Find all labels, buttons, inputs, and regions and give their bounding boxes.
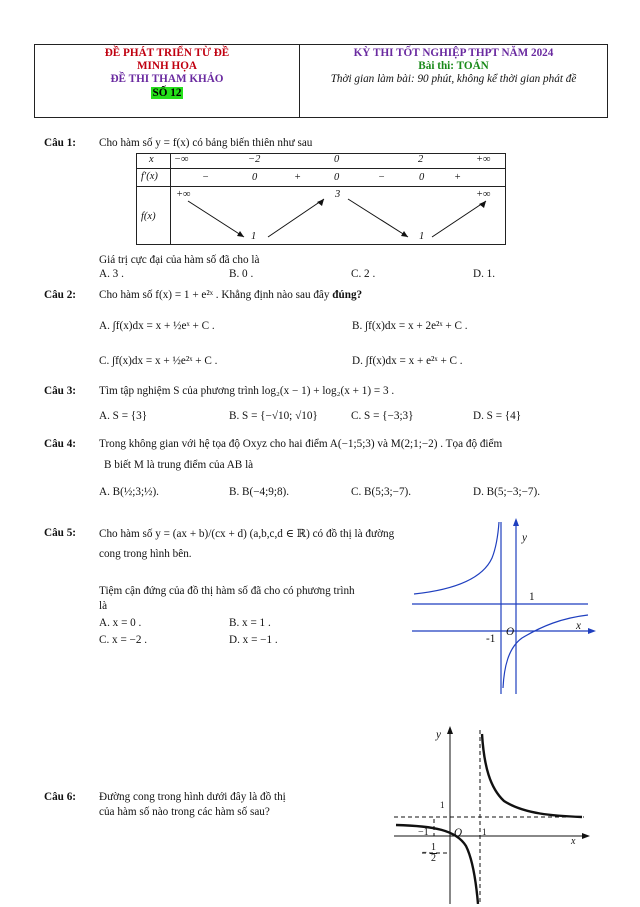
q2-option-c[interactable]: C. ∫f(x)dx = x + ½e²ˣ + C . xyxy=(99,355,218,367)
q4-stem-line1: Trong không gian với hệ tọa độ Oxyz cho hai điểm A(−1;5;3) và M(2;1;−2) . Tọa độ điểm xyxy=(99,438,503,450)
sign-6: 0 xyxy=(419,172,425,183)
q5-ask-line2: là xyxy=(99,600,108,612)
q6-half-numerator: 1 xyxy=(431,842,436,853)
q5-graph xyxy=(412,518,596,694)
q4-option-a[interactable]: A. B(½;3;½). xyxy=(99,486,159,498)
q3-option-c[interactable]: C. S = {−3;3} xyxy=(351,410,414,422)
q5-option-b[interactable]: B. x = 1 . xyxy=(229,617,271,629)
sign-7: + xyxy=(454,172,462,183)
q1-option-c[interactable]: C. 2 . xyxy=(351,268,376,280)
header-right-line3: Thời gian làm bài: 90 phút, không kể thời gian phát đề xyxy=(330,73,577,85)
q5-option-c[interactable]: C. x = −2 . xyxy=(99,634,148,646)
q5-stem-line1: Cho hàm số y = (ax + b)/(cx + d) (a,b,c,d ∈ ℝ) có đồ thị là đường xyxy=(99,528,395,540)
q6-one-x-label: 1 xyxy=(482,827,487,837)
f-value-4: 1 xyxy=(419,231,425,242)
q1-variation-table xyxy=(136,153,506,245)
sign-1: − xyxy=(202,172,210,183)
q6-minus-one-label: −1 xyxy=(418,827,429,838)
q3-stem: Tìm tập nghiệm S của phương trình log₂(x − 1) + log₂(x + 1) = 3 . xyxy=(99,385,395,397)
q4-label: Câu 4: xyxy=(44,438,77,450)
row-x-label: x xyxy=(149,154,154,165)
q6-stem-line2: của hàm số nào trong các hàm số sau? xyxy=(99,806,270,818)
q6-graph xyxy=(394,726,594,904)
q2-label: Câu 2: xyxy=(44,289,77,301)
header-left-line3: ĐỀ THI THAM KHẢO xyxy=(110,73,224,85)
q4-option-b[interactable]: B. B(−4;9;8). xyxy=(229,486,290,498)
q2-option-b[interactable]: B. ∫f(x)dx = x + 2e²ˣ + C . xyxy=(352,320,468,332)
q5-ask-line1: Tiệm cận đứng của đồ thị hàm số đã cho có phương trình xyxy=(99,585,355,597)
q6-y-label: y xyxy=(436,729,441,741)
sign-5: − xyxy=(378,172,386,183)
q6-minus-half-label: − $\frac{1}{2}$ xyxy=(422,842,436,864)
q3-option-b[interactable]: B. S = {−√10; √10} xyxy=(229,410,318,422)
q6-label: Câu 6: xyxy=(44,791,77,803)
q5-label: Câu 5: xyxy=(44,527,77,539)
q6-one-y-label: 1 xyxy=(440,800,445,810)
q6-stem-line1: Đường cong trong hình dưới đây là đồ thị xyxy=(99,791,286,803)
q5-option-d[interactable]: D. x = −1 . xyxy=(229,634,278,646)
q5-option-a[interactable]: A. x = 0 . xyxy=(99,617,142,629)
q1-option-b[interactable]: B. 0 . xyxy=(229,268,254,280)
row-fp-label: f′(x) xyxy=(141,171,158,182)
sign-4: 0 xyxy=(334,172,340,183)
q3-option-a[interactable]: A. S = {3} xyxy=(99,410,148,422)
q4-stem-line2: B biết M là trung điểm của AB là xyxy=(104,459,254,471)
f-value-3: 3 xyxy=(335,189,341,200)
q3-label: Câu 3: xyxy=(44,385,77,397)
exam-header xyxy=(34,44,608,118)
x-value-4: 2 xyxy=(418,154,424,165)
q1-ask: Giá trị cực đại của hàm số đã cho là xyxy=(99,254,260,266)
sign-2: 0 xyxy=(252,172,258,183)
header-left-line2: MINH HỌA xyxy=(137,60,197,72)
q2-option-a[interactable]: A. ∫f(x)dx = x + ½eˣ + C . xyxy=(99,320,215,332)
f-value-5: +∞ xyxy=(476,189,491,200)
header-right-line1: KỲ THI TỐT NGHIỆP THPT NĂM 2024 xyxy=(353,47,554,59)
q2-stem: Cho hàm số f(x) = 1 + e²ˣ . Khẳng định nào sau đây xyxy=(99,289,330,301)
x-value-3: 0 xyxy=(334,154,340,165)
header-exam-number: SỐ 12 xyxy=(152,87,182,99)
q5-minus-one-label: -1 xyxy=(486,633,496,645)
q1-option-d[interactable]: D. 1. xyxy=(473,268,496,280)
q5-stem-line2: cong trong hình bên. xyxy=(99,548,192,560)
q1-stem: Cho hàm số y = f(x) có bảng biến thiên như sau xyxy=(99,137,313,149)
x-value-2: −2 xyxy=(248,154,261,165)
q4-option-c[interactable]: C. B(5;3;−7). xyxy=(351,486,412,498)
q6-half-denominator: 2 xyxy=(431,853,436,864)
q1-label: Câu 1: xyxy=(44,137,77,149)
q4-option-d[interactable]: D. B(5;−3;−7). xyxy=(473,486,540,498)
q2-stem-bold: đúng? xyxy=(332,289,363,301)
q5-y-label: y xyxy=(522,532,527,544)
header-right-line2: Bài thi: TOÁN xyxy=(418,60,489,72)
row-f-label: f(x) xyxy=(141,211,156,222)
q3-option-d[interactable]: D. S = {4} xyxy=(473,410,522,422)
sign-3: + xyxy=(294,172,302,183)
f-value-1: +∞ xyxy=(176,189,191,200)
q5-origin-label: O xyxy=(506,626,515,638)
q5-x-label: x xyxy=(576,620,581,632)
q6-origin-label: O xyxy=(454,827,463,839)
header-left-line1: ĐỀ PHÁT TRIỂN TỪ ĐỀ xyxy=(104,47,230,59)
x-value-5: +∞ xyxy=(476,154,491,165)
f-value-2: 1 xyxy=(251,231,257,242)
q6-x-label: x xyxy=(571,836,576,847)
q1-option-a[interactable]: A. 3 . xyxy=(99,268,124,280)
x-value-1: −∞ xyxy=(174,154,189,165)
q2-option-d[interactable]: D. ∫f(x)dx = x + e²ˣ + C . xyxy=(352,355,463,367)
q5-one-label: 1 xyxy=(529,591,535,603)
